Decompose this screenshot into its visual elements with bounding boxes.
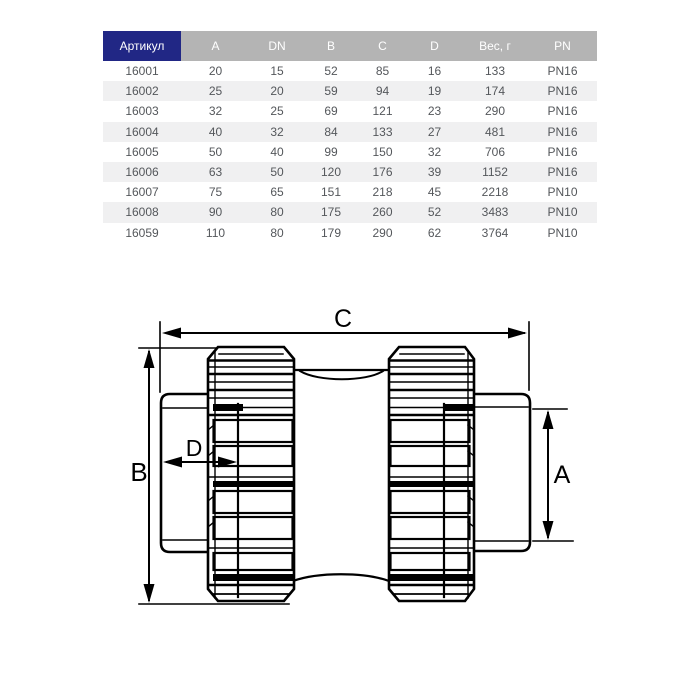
cell: 15 xyxy=(250,61,304,81)
cell: 133 xyxy=(462,61,528,81)
cell: 20 xyxy=(181,61,250,81)
cell-article: 16004 xyxy=(103,122,181,142)
cell: 62 xyxy=(407,223,462,243)
cell: PN10 xyxy=(528,223,597,243)
cell: 706 xyxy=(462,142,528,162)
cell-article: 16001 xyxy=(103,61,181,81)
cell: 80 xyxy=(250,223,304,243)
arrowhead-left xyxy=(162,328,181,339)
table-row xyxy=(103,101,597,121)
cell: 20 xyxy=(250,81,304,101)
cell: 32 xyxy=(407,142,462,162)
dim-label-a: A xyxy=(553,461,571,489)
cell: 23 xyxy=(407,101,462,121)
cell: 290 xyxy=(462,101,528,121)
cell-article: 16002 xyxy=(103,81,181,101)
cell: 3764 xyxy=(462,223,528,243)
cell: 3483 xyxy=(462,202,528,222)
arrowhead-down xyxy=(543,521,554,540)
header-row xyxy=(103,31,597,61)
arrowhead-up xyxy=(144,349,155,368)
cell: 120 xyxy=(304,162,358,182)
cell: 110 xyxy=(181,223,250,243)
dimension-a xyxy=(533,409,573,541)
cell: 25 xyxy=(181,81,250,101)
cell: 32 xyxy=(250,122,304,142)
table-row xyxy=(103,162,597,182)
cell: 40 xyxy=(181,122,250,142)
arrowhead-right xyxy=(508,328,527,339)
cell: 59 xyxy=(304,81,358,101)
cell: 481 xyxy=(462,122,528,142)
cell: 63 xyxy=(181,162,250,182)
cell: PN16 xyxy=(528,61,597,81)
valve-body xyxy=(290,367,390,585)
column-header-c: C xyxy=(358,31,407,61)
cell: 25 xyxy=(250,101,304,121)
column-header-pn: PN xyxy=(528,31,597,61)
cell: 50 xyxy=(250,162,304,182)
cell: 45 xyxy=(407,182,462,202)
dim-label-d: D xyxy=(185,435,203,461)
cell: PN16 xyxy=(528,162,597,182)
cell: 290 xyxy=(358,223,407,243)
cell: 27 xyxy=(407,122,462,142)
cell-article: 16006 xyxy=(103,162,181,182)
cell: 90 xyxy=(181,202,250,222)
cell-article: 16007 xyxy=(103,182,181,202)
cell: 32 xyxy=(181,101,250,121)
cell: 218 xyxy=(358,182,407,202)
cell: PN16 xyxy=(528,101,597,121)
left-union-nut xyxy=(208,347,294,601)
cell: 260 xyxy=(358,202,407,222)
right-union-nut xyxy=(389,347,474,601)
cell: 84 xyxy=(304,122,358,142)
cell: PN10 xyxy=(528,202,597,222)
cell: 39 xyxy=(407,162,462,182)
cell: 99 xyxy=(304,142,358,162)
arrowhead-down xyxy=(144,584,155,603)
cell: 150 xyxy=(358,142,407,162)
column-header-b: B xyxy=(304,31,358,61)
cell: 75 xyxy=(181,182,250,202)
cell: PN16 xyxy=(528,81,597,101)
cell: 16 xyxy=(407,61,462,81)
cell: PN16 xyxy=(528,142,597,162)
column-header-d: D xyxy=(407,31,462,61)
dim-label-b: B xyxy=(130,457,148,487)
cell: 52 xyxy=(407,202,462,222)
cell: 85 xyxy=(358,61,407,81)
cell: 151 xyxy=(304,182,358,202)
cell: 80 xyxy=(250,202,304,222)
cell: 52 xyxy=(304,61,358,81)
cell: 176 xyxy=(358,162,407,182)
spec-table xyxy=(103,31,597,243)
cell-article: 16008 xyxy=(103,202,181,222)
table-row xyxy=(103,81,597,101)
cell: 65 xyxy=(250,182,304,202)
cell: 50 xyxy=(181,142,250,162)
cell: PN10 xyxy=(528,182,597,202)
cell: 175 xyxy=(304,202,358,222)
arrowhead-up xyxy=(543,410,554,429)
table-row xyxy=(103,61,597,81)
cell: 1152 xyxy=(462,162,528,182)
cell: 2218 xyxy=(462,182,528,202)
cell-article: 16003 xyxy=(103,101,181,121)
table-row xyxy=(103,182,597,202)
cell: 174 xyxy=(462,81,528,101)
column-header-dn: DN xyxy=(250,31,304,61)
dim-label-c: C xyxy=(333,305,353,333)
table-row xyxy=(103,223,597,243)
cell: 133 xyxy=(358,122,407,142)
cell: PN16 xyxy=(528,122,597,142)
cell-article: 16005 xyxy=(103,142,181,162)
cell: 121 xyxy=(358,101,407,121)
column-header-artikul: Артикул xyxy=(103,31,181,61)
cell: 94 xyxy=(358,81,407,101)
table-row xyxy=(103,142,597,162)
column-header-a: A xyxy=(181,31,250,61)
column-header-weight: Вес, г xyxy=(462,31,528,61)
cell: 69 xyxy=(304,101,358,121)
table-row xyxy=(103,122,597,142)
cell-article: 16059 xyxy=(103,223,181,243)
cell: 179 xyxy=(304,223,358,243)
cell: 40 xyxy=(250,142,304,162)
table-row xyxy=(103,202,597,222)
cell: 19 xyxy=(407,81,462,101)
